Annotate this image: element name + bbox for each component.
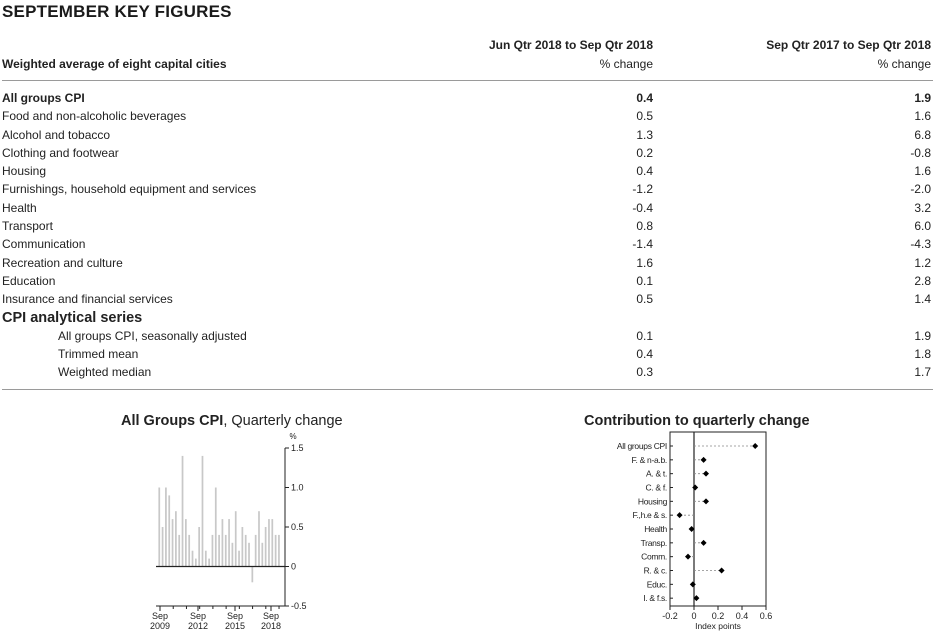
table-row (0, 254, 939, 272)
category-label: I. & f.s. (643, 593, 667, 604)
annual-change-value: 1.4 (914, 292, 931, 307)
quarterly-change-value: 0.1 (636, 273, 653, 288)
key-figures-table (0, 89, 939, 382)
x-tick-label: Sep (226, 611, 244, 621)
cpi-bar (248, 543, 250, 567)
quarterly-change-value: -0.4 (632, 200, 653, 215)
table-row (0, 217, 939, 235)
page-title: SEPTEMBER KEY FIGURES (2, 2, 232, 21)
x-tick-label: 0.4 (735, 611, 749, 621)
cpi-bar (158, 488, 160, 567)
contribution-marker (701, 457, 707, 463)
table-row (0, 235, 939, 253)
cpi-bar (242, 527, 244, 567)
annual-change-value: 3.2 (914, 200, 931, 215)
cpi-bar (268, 519, 270, 566)
cpi-bar (162, 527, 164, 567)
quarterly-change-value: -1.2 (632, 182, 653, 197)
annual-change-value: 1.2 (914, 255, 931, 270)
table-row (0, 126, 939, 144)
row-label: Communication (2, 237, 86, 252)
contribution-marker (692, 485, 698, 491)
row-label: Recreation and culture (2, 255, 123, 270)
cpi-chart-title: All Groups CPI, Quarterly change (121, 413, 343, 429)
cpi-bar (208, 559, 210, 567)
row-label: Education (2, 273, 56, 288)
contribution-marker (703, 498, 709, 504)
contribution-marker (752, 443, 758, 449)
quarterly-change-value: 1.6 (636, 255, 653, 270)
category-label: Housing (637, 496, 667, 507)
annual-change-value: 1.6 (914, 109, 931, 124)
category-label: Health (644, 524, 667, 534)
header-divider (2, 80, 933, 81)
quarterly-change-value: 0.8 (636, 219, 653, 234)
y-tick-label: 0.5 (291, 522, 304, 532)
quarterly-change-value: 0.5 (636, 109, 653, 124)
plot-frame (670, 432, 766, 606)
quarterly-change-value: 0.4 (636, 91, 653, 105)
cpi-bar (172, 519, 174, 566)
annual-change-value: 2.8 (914, 273, 931, 288)
y-axis-unit-label: % (289, 432, 297, 441)
cpi-bar (251, 567, 253, 583)
cpi-bar (178, 535, 180, 567)
y-tick-label: -0.5 (291, 601, 307, 611)
contribution-marker (719, 568, 725, 574)
row-label: Food and non-alcoholic beverages (2, 109, 187, 124)
cpi-bar (245, 535, 247, 567)
cpi-bar (228, 519, 230, 566)
table-row (0, 363, 939, 381)
cpi-bar (185, 519, 187, 566)
contribution-marker (690, 581, 696, 587)
annual-change-value: -2.0 (910, 182, 931, 197)
cpi-bar (218, 535, 220, 567)
cpi-bar (168, 495, 170, 566)
quarterly-change-value: 0.4 (636, 347, 653, 362)
column-header-annual: Sep Qtr 2017 to Sep Qtr 2018 (766, 38, 931, 52)
row-label: Furnishings, household equipment and services (2, 182, 257, 197)
category-label: Transp. (640, 537, 667, 548)
table-row (0, 327, 939, 345)
y-tick-label: 1.5 (291, 443, 304, 453)
cpi-bar (265, 527, 267, 567)
category-label: F. & n-a.b. (631, 454, 667, 465)
cpi-bar (258, 511, 260, 566)
x-tick-label: 0.6 (759, 611, 773, 621)
cpi-bar (225, 535, 227, 567)
annual-change-value: -0.8 (910, 145, 931, 160)
quarterly-change-value: 0.2 (636, 145, 653, 160)
column-header-quarterly: Jun Qtr 2018 to Sep Qtr 2018 (488, 38, 653, 52)
table-row (0, 89, 939, 107)
x-tick-label: -0.2 (662, 611, 678, 621)
cpi-bar (192, 551, 194, 567)
cpi-quarterly-change-chart (140, 428, 330, 633)
row-label: Health (2, 200, 37, 215)
column-unit-annual: % change (877, 57, 931, 71)
cpi-bar (188, 535, 190, 567)
y-tick-label: 0 (291, 561, 297, 572)
x-tick-year: 2009 (149, 621, 171, 631)
row-label: All groups CPI (2, 91, 85, 105)
table-bottom-divider (2, 389, 933, 390)
annual-change-value: 6.8 (914, 127, 931, 142)
cpi-bar (278, 535, 280, 567)
contribution-chart (600, 428, 790, 633)
x-tick-year: 2018 (260, 621, 282, 631)
cpi-bar (238, 551, 240, 567)
x-tick-label: 0.2 (711, 611, 725, 621)
table-row (0, 162, 939, 180)
cpi-bar (271, 519, 273, 566)
table-row (0, 199, 939, 217)
cpi-bar (198, 527, 200, 567)
contribution-marker (703, 471, 709, 477)
row-label: Insurance and financial services (2, 292, 173, 307)
cpi-bar (215, 488, 217, 567)
cpi-bar (275, 535, 277, 567)
category-label: Educ. (646, 579, 667, 590)
annual-change-value: -4.3 (910, 237, 931, 252)
y-tick-label: 1.0 (291, 482, 304, 493)
x-tick-year: 2012 (187, 621, 209, 631)
x-tick-label: Sep (189, 611, 207, 621)
x-tick-label: Sep (262, 611, 280, 621)
table-row (0, 272, 939, 290)
row-header: Weighted average of eight capital cities (2, 57, 227, 71)
cpi-bar (175, 511, 177, 566)
contribution-marker (685, 554, 691, 560)
cpi-bar (222, 519, 224, 566)
row-label: Transport (2, 219, 53, 234)
contribution-marker (701, 540, 707, 546)
column-unit-quarterly: % change (599, 57, 653, 71)
cpi-bar (202, 456, 204, 567)
contribution-chart-title-main: Contribution to quarterly change (584, 413, 810, 429)
row-label: Alcohol and tobacco (2, 127, 111, 142)
table-row (0, 144, 939, 162)
category-label: All groups CPI (616, 441, 667, 451)
contribution-chart-title (584, 413, 810, 429)
row-label: Housing (2, 164, 47, 179)
x-tick-label: 0 (691, 611, 697, 621)
row-label: Trimmed mean (58, 347, 139, 362)
section-heading (0, 309, 939, 327)
contribution-marker (677, 512, 683, 518)
cpi-bar (255, 535, 257, 567)
cpi-chart-title-main: All Groups CPI (121, 413, 224, 429)
category-label: F.,h.e & s. (632, 510, 667, 521)
quarterly-change-value: 0.4 (636, 164, 653, 179)
annual-change-value: 1.9 (914, 328, 931, 343)
quarterly-change-value: 0.3 (636, 365, 653, 380)
table-row (0, 290, 939, 308)
category-label: C. & f. (645, 482, 667, 493)
category-label: Comm. (641, 551, 667, 562)
annual-change-value: 1.8 (914, 347, 931, 362)
quarterly-change-value: 1.3 (636, 127, 653, 142)
cpi-bar (232, 543, 234, 567)
category-label: R. & c. (643, 565, 667, 576)
x-tick-label: Sep (151, 611, 169, 621)
annual-change-value: 6.0 (914, 219, 931, 234)
annual-change-value: 1.7 (914, 365, 931, 380)
quarterly-change-value: 0.1 (636, 328, 653, 343)
category-label: A. & t. (645, 468, 667, 479)
cpi-bar (212, 535, 214, 567)
table-row (0, 345, 939, 363)
cpi-bar (165, 488, 167, 567)
x-tick-year: 2015 (224, 621, 246, 631)
annual-change-value: 1.9 (914, 91, 931, 105)
row-label: Clothing and footwear (2, 145, 119, 160)
quarterly-change-value: -1.4 (632, 237, 653, 252)
row-label: All groups CPI, seasonally adjusted (58, 328, 247, 343)
row-label: CPI analytical series (2, 309, 143, 326)
cpi-bar (235, 511, 237, 566)
table-row (0, 107, 939, 125)
quarterly-change-value: 0.5 (636, 292, 653, 307)
cpi-bar (195, 559, 197, 567)
row-label: Weighted median (58, 365, 152, 380)
cpi-bar (182, 456, 184, 567)
cpi-bar (205, 551, 207, 567)
cpi-chart-subtitle: Quarterly change (231, 413, 343, 429)
x-axis-label: Index points (695, 621, 741, 631)
cpi-bar (261, 543, 263, 567)
annual-change-value: 1.6 (914, 164, 931, 179)
table-row (0, 180, 939, 198)
